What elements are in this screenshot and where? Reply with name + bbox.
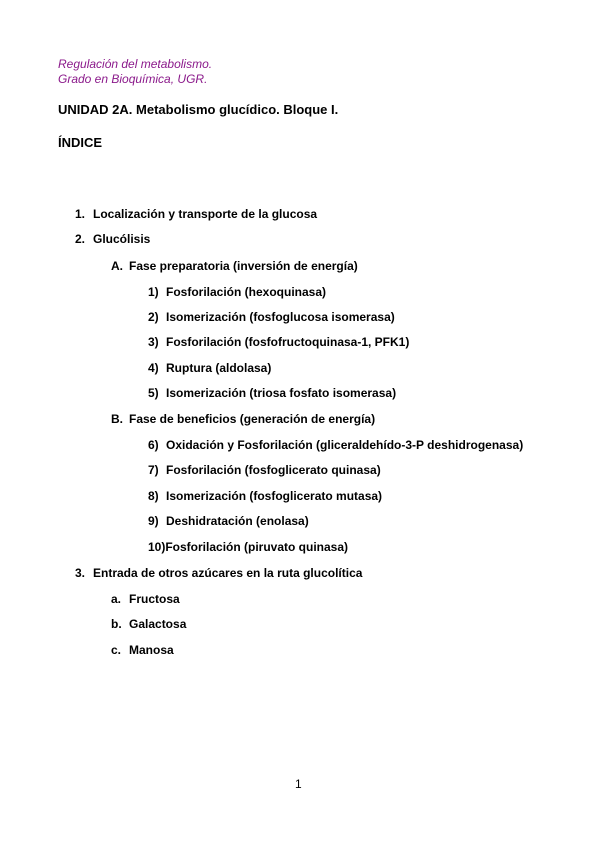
toc-text: Localización y transporte de la glucosa — [93, 207, 318, 221]
index-heading: ÍNDICE — [58, 135, 103, 150]
toc-number: 6) — [148, 438, 159, 452]
toc-number: 1. — [75, 207, 86, 221]
toc-step-9 — [148, 514, 309, 528]
toc-step-4 — [148, 361, 271, 375]
toc-text: Fosforilación (fosfoglicerato quinasa) — [166, 463, 381, 477]
toc-text: Fase preparatoria (inversión de energía) — [129, 259, 358, 273]
toc-number: c. — [111, 643, 122, 657]
toc-item-3c — [111, 643, 174, 657]
toc-number: 7) — [148, 463, 159, 477]
toc-step-2 — [148, 310, 395, 324]
toc-number: 5) — [148, 386, 159, 400]
toc-number: 9) — [148, 514, 159, 528]
toc-step-3 — [148, 335, 409, 349]
toc-step-7 — [148, 463, 381, 477]
toc-text: Fosforilación (fosfofructoquinasa-1, PFK1) — [166, 335, 410, 349]
toc-number: B. — [111, 412, 123, 426]
toc-text: Glucólisis — [93, 232, 151, 246]
toc-text: Fase de beneficios (generación de energía) — [129, 412, 376, 426]
toc-item-2 — [75, 232, 150, 246]
page-number: 1 — [295, 777, 302, 791]
toc-item-3 — [75, 566, 362, 580]
toc-text: Oxidación y Fosforilación (gliceraldehído-3-P deshidrogenasa) — [166, 438, 524, 452]
toc-text: Ruptura (aldolasa) — [166, 361, 272, 375]
toc-text: Isomerización (fosfoglucosa isomerasa) — [166, 310, 395, 324]
toc-number: 2. — [75, 232, 86, 246]
toc-item-3a — [111, 592, 180, 606]
toc-text: Isomerización (triosa fosfato isomerasa) — [166, 386, 397, 400]
toc-step-1 — [148, 285, 326, 299]
toc-number: 3) — [148, 335, 159, 349]
toc-text: Fosforilación (hexoquinasa) — [166, 285, 327, 299]
toc-number: 2) — [148, 310, 159, 324]
toc-item-3b — [111, 617, 186, 631]
toc-number: A. — [111, 259, 123, 273]
document-title: UNIDAD 2A. Metabolismo glucídico. Bloque I. — [58, 102, 339, 117]
toc-text: Entrada de otros azúcares en la ruta glucolítica — [93, 566, 363, 580]
toc-item-2b — [111, 412, 375, 426]
header-subject: Regulación del metabolismo. — [58, 57, 213, 71]
toc-number: b. — [111, 617, 122, 631]
toc-step-8 — [148, 489, 382, 503]
toc-item-2a — [111, 259, 358, 273]
toc-number: 4) — [148, 361, 159, 375]
toc-item-1 — [75, 207, 317, 221]
toc-number: a. — [111, 592, 122, 606]
toc-number: 10) — [148, 540, 166, 554]
header-degree: Grado en Bioquímica, UGR. — [58, 72, 208, 86]
toc-step-6 — [148, 438, 523, 452]
toc-text: Fosforilación (piruvato quinasa) — [165, 540, 349, 554]
toc-number: 8) — [148, 489, 159, 503]
toc-text: Galactosa — [129, 617, 187, 631]
toc-number: 3. — [75, 566, 86, 580]
toc-number: 1) — [148, 285, 159, 299]
toc-text: Fructosa — [129, 592, 180, 606]
toc-text: Deshidratación (enolasa) — [166, 514, 309, 528]
toc-step-5 — [148, 386, 396, 400]
toc-text: Manosa — [129, 643, 174, 657]
toc-text: Isomerización (fosfoglicerato mutasa) — [166, 489, 383, 503]
toc-step-10 — [148, 540, 348, 554]
